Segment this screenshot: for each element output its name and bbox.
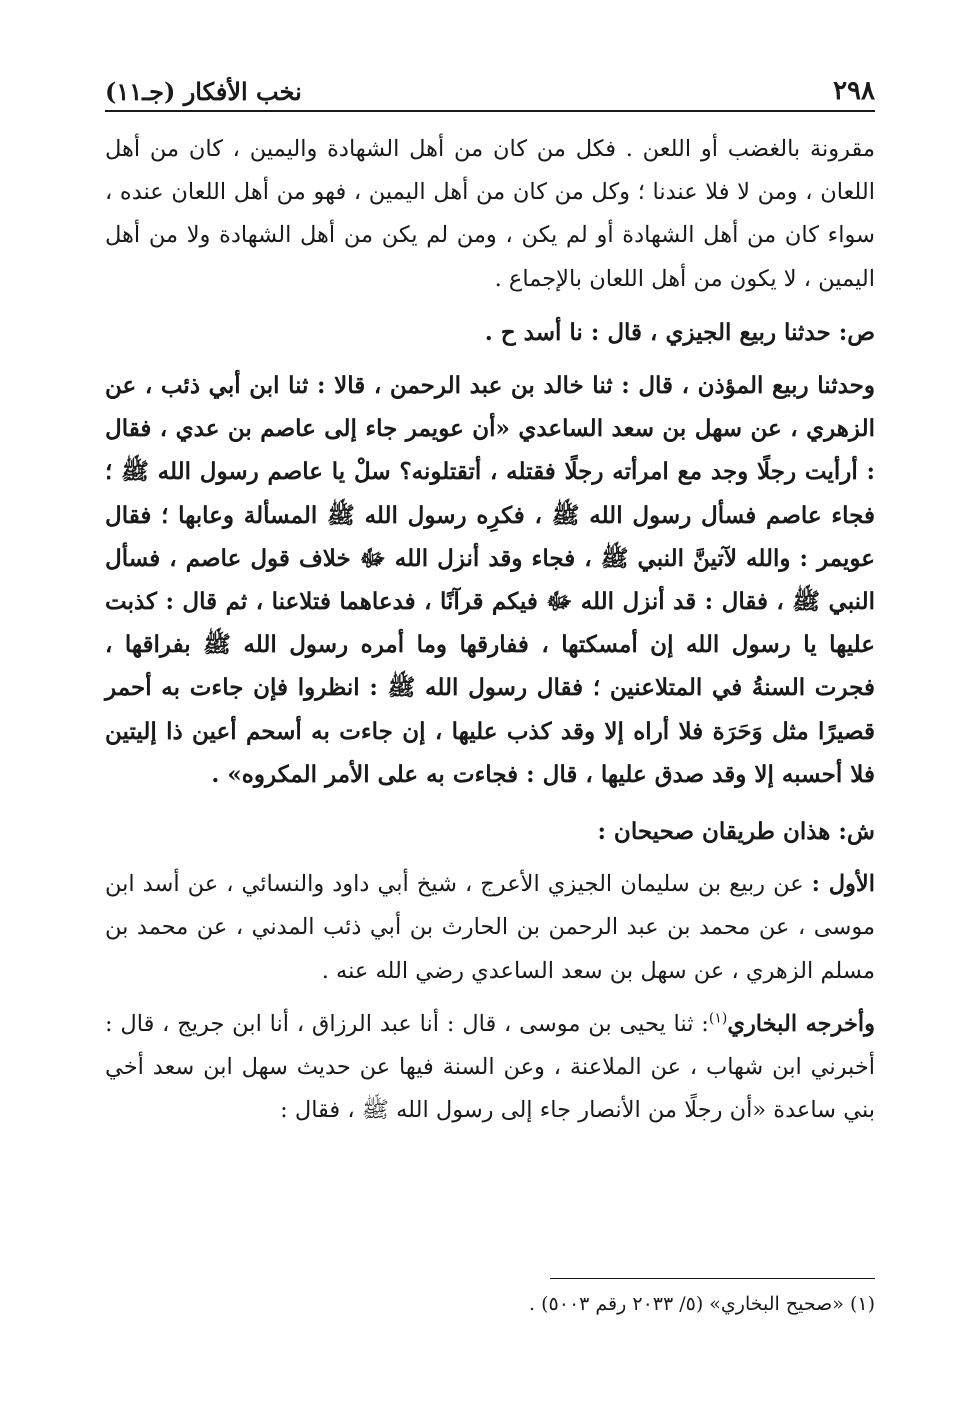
commentary-heading: ش: هذان طريقان صحيحان :	[597, 818, 875, 846]
bukhari-text: : ثنا يحيى بن موسى ، قال : أنا عبد الرزاق ، أنا ابن جريج ، قال : أخبرني ابن شهاب ، عن الملاعنة ، وعن السنة فيها عن حديث سهل ابن سعد أخي بني ساعدة «أن رجلًا من الأنصار جاء إلى رسول الله ﷺ ، فقال :	[105, 1010, 875, 1124]
commentary-paragraph: مقرونة بالغضب أو اللعن . فكل من كان من أهل الشهادة واليمين ، كان من أهل اللعان ، ومن لا فلا عندنا ؛ وكل من كان من أهل اليمين ، فهو من أهل اللعان عنده ، سواء كان من أهل الشهادة أو لم يكن ، ومن لم يكن من أهل الشهادة ولا من أهل اليمين ، لا يكون من أهل اللعان بالإجماع .	[105, 136, 875, 292]
first-chain-lead: الأول :	[811, 871, 875, 898]
page-header	[105, 62, 875, 112]
first-chain-text: عن ربيع بن سليمان الجيزي الأعرج ، شيخ أبي داود والنسائي ، عن أسد ابن موسى ، عن محمد بن عبد الرحمن بن الحارث بن أبي ذئب المدني ، عن محمد بن مسلم الزهري ، عن سهل بن سعد الساعدي رضي الله عنه .	[105, 871, 875, 984]
book-title: نخب الأفكار (جـ١١)	[105, 77, 302, 106]
bukhari-lead: وأخرجه البخاري	[727, 1010, 875, 1037]
page-body	[105, 128, 875, 1132]
footnote-reference[interactable]: (١)	[708, 1010, 728, 1027]
text-heading: ص: حدثنا ربيع الجيزي ، قال : نا أسد ح .	[484, 318, 875, 346]
page-number: ٢٩٨	[833, 76, 875, 106]
first-chain-paragraph	[105, 863, 875, 993]
footnote: (١) «صحيح البخاري» (٥/ ٢٠٣٣ رقم ٥٠٠٣) .	[529, 1293, 875, 1315]
hadith-text: وحدثنا ربيع المؤذن ، قال : ثنا خالد بن عبد الرحمن ، قالا : ثنا ابن أبي ذئب ، عن الزهري ، عن سهل بن سعد الساعدي «أن عويمر جاء إلى عاصم بن عدي ، فقال : أرأيت رجلًا وجد مع امرأته رجلًا فقتله ، أتقتلونه؟ سلْ يا عاصم رسول الله ﷺ ؛ فجاء عاصم فسأل رسول الله ﷺ ، فكرِه رسول الله ﷺ المسألة وعابها ؛ فقال عويمر : والله لآتينَّ النبي ﷺ ، فجاء وقد أنزل الله ﷻ خلاف قول عاصم ، فسأل النبي ﷺ ، فقال : قد أنزل الله ﷻ فيكم قرآنًا ، فدعاهما فتلاعنا ، ثم قال : كذبت عليها يا رسول الله إن أمسكتها ، ففارقها وما أمره رسول الله ﷺ بفراقها ، فجرت السنةُ في المتلاعنين ؛ فقال رسول الله ﷺ : انظروا فإن جاءت به أحمر قصيرًا مثل وَحَرَة فلا أراه إلا وقد كذب عليها ، إن جاءت به أسحم أعين ذا إليتين فلا أحسبه إلا وقد صدق عليها ، قال : فجاءت به على الأمر المكروه» .	[105, 372, 875, 788]
bukhari-paragraph	[105, 1003, 875, 1133]
footnote-divider	[550, 1278, 875, 1279]
